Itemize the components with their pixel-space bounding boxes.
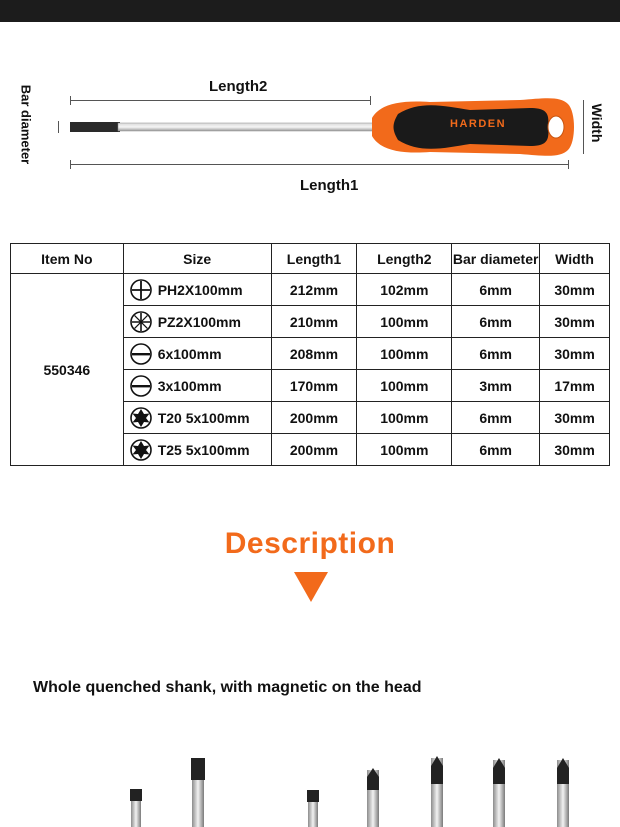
length2-cell: 100mm — [357, 434, 452, 466]
phillips-icon — [130, 279, 152, 301]
width-cell: 30mm — [540, 338, 610, 370]
torx-icon — [130, 407, 152, 429]
brand-logo: HARDEN — [450, 118, 507, 130]
torx-icon — [130, 439, 152, 461]
top-banner-bar — [0, 0, 620, 22]
bar-diameter-cell: 6mm — [452, 338, 540, 370]
bar-diameter-cell: 6mm — [452, 274, 540, 306]
description-text: Whole quenched shank, with magnetic on the head — [33, 679, 422, 696]
screwdriver-dimension-diagram — [0, 70, 620, 200]
header-item-no: Item No — [11, 244, 124, 274]
length1-cell: 208mm — [271, 338, 357, 370]
bar-diameter-cell: 6mm — [452, 402, 540, 434]
width-cell: 30mm — [540, 434, 610, 466]
header-bar-diameter: Bar diameter — [452, 244, 540, 274]
size-cell — [123, 402, 271, 434]
bar-diameter-cell: 6mm — [452, 434, 540, 466]
size-cell — [123, 274, 271, 306]
length2-cell: 100mm — [357, 370, 452, 402]
length1-tick-left — [70, 160, 71, 169]
header-size: Size — [123, 244, 271, 274]
size-cell — [123, 306, 271, 338]
bar-diameter-cell: 6mm — [452, 306, 540, 338]
header-length1: Length1 — [271, 244, 357, 274]
table-header-row — [11, 244, 610, 274]
down-arrow-icon — [294, 572, 328, 602]
size-cell — [123, 370, 271, 402]
width-cell: 30mm — [540, 402, 610, 434]
width-tick — [583, 100, 584, 154]
length1-cell: 210mm — [271, 306, 357, 338]
width-cell: 17mm — [540, 370, 610, 402]
size-value: T20 5x100mm — [157, 409, 250, 426]
size-value: 3x100mm — [157, 377, 222, 394]
length1-label: Length1 — [300, 177, 359, 194]
spec-table — [10, 243, 610, 466]
screwdriver-tips-image — [0, 740, 620, 827]
length2-cell: 100mm — [357, 402, 452, 434]
length1-dimension-line — [70, 164, 568, 165]
slotted-icon — [130, 375, 152, 397]
size-cell — [123, 338, 271, 370]
length2-label: Length2 — [209, 78, 268, 95]
length1-cell: 200mm — [271, 402, 357, 434]
width-cell: 30mm — [540, 274, 610, 306]
length1-cell: 170mm — [271, 370, 357, 402]
size-value: PH2X100mm — [157, 281, 243, 298]
header-length2: Length2 — [357, 244, 452, 274]
width-label: Width — [589, 103, 605, 143]
size-value: T25 5x100mm — [157, 441, 250, 458]
size-cell — [123, 434, 271, 466]
size-value: 6x100mm — [157, 345, 222, 362]
length1-cell: 200mm — [271, 434, 357, 466]
length1-cell: 212mm — [271, 274, 357, 306]
table-row — [11, 274, 610, 306]
bar-diameter-cell: 3mm — [452, 370, 540, 402]
length2-cell: 100mm — [357, 306, 452, 338]
header-width: Width — [540, 244, 610, 274]
length2-cell: 100mm — [357, 338, 452, 370]
length1-tick-right — [568, 160, 569, 169]
item-number-cell: 550346 — [11, 274, 124, 466]
description-heading: Description — [224, 527, 396, 560]
length2-cell: 102mm — [357, 274, 452, 306]
width-cell: 30mm — [540, 306, 610, 338]
size-value: PZ2X100mm — [157, 313, 241, 330]
slotted-icon — [130, 343, 152, 365]
pozidriv-icon — [130, 311, 152, 333]
bar-diameter-label: Bar diameter — [18, 84, 34, 165]
